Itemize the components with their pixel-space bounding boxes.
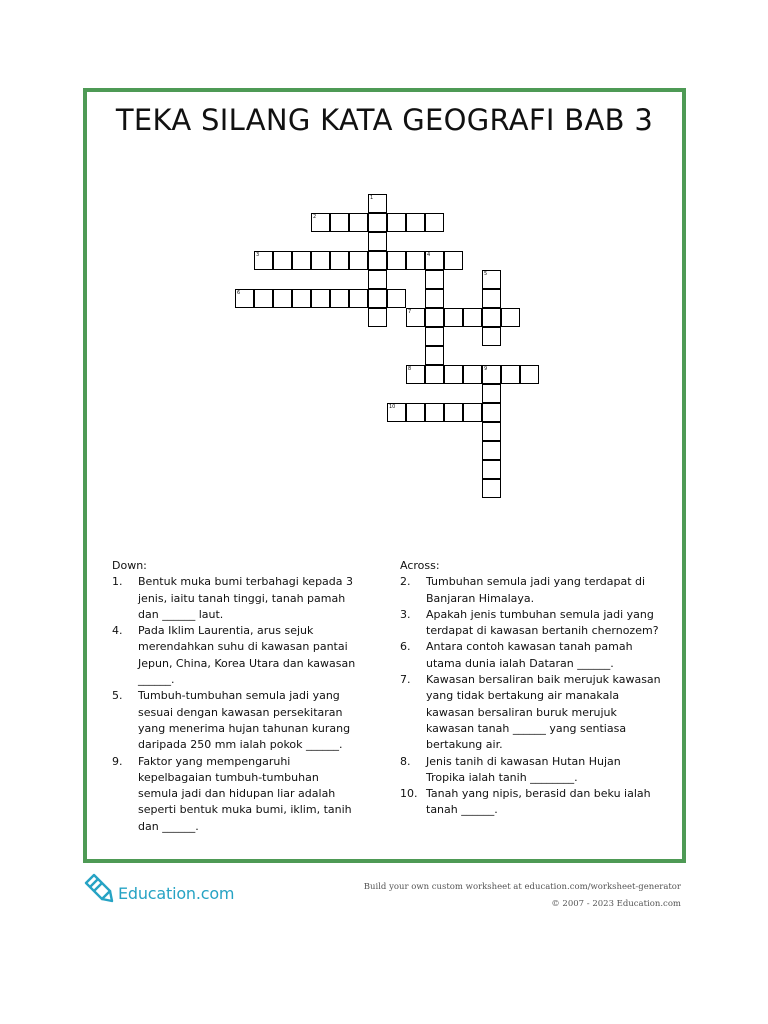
crossword-cell[interactable] [273, 289, 292, 308]
clue-number: 9. [112, 754, 123, 768]
across-clues [400, 558, 662, 819]
crossword-cell[interactable] [482, 479, 501, 498]
crossword-cell[interactable] [368, 270, 387, 289]
across-clue [400, 786, 662, 819]
crossword-cell[interactable] [292, 251, 311, 270]
clue-number-label: 5 [484, 271, 488, 277]
brand-name: Education.com [118, 884, 235, 903]
clue-number-label: 2 [313, 214, 317, 220]
clue-text: Pada Iklim Laurentia, arus sejuk merendahkan suhu di kawasan pantai Jepun, China, Korea Utara dan kawasan ______. [138, 624, 356, 687]
crossword-cell[interactable] [349, 213, 368, 232]
worksheet-title: TEKA SILANG KATA GEOGRAFI BAB 3 [115, 103, 654, 137]
crossword-cell[interactable] [463, 365, 482, 384]
crossword-cell[interactable] [406, 251, 425, 270]
crossword-cell[interactable] [368, 232, 387, 251]
crossword-cell[interactable] [520, 365, 539, 384]
footer-link-text: Build your own custom worksheet at education.com/worksheet-generator [363, 882, 681, 892]
clue-number: 2. [400, 575, 411, 589]
crossword-cell[interactable] [444, 403, 463, 422]
crossword-cell[interactable] [387, 213, 406, 232]
clue-number-label: 7 [408, 309, 412, 315]
crossword-cell[interactable] [330, 289, 349, 308]
clue-number-label: 10 [389, 404, 396, 410]
crossword-cell[interactable] [349, 289, 368, 308]
across-clue [400, 672, 662, 753]
crossword-cell[interactable] [482, 441, 501, 460]
clue-text: Tanah yang nipis, berasid dan beku ialah tanah ______. [426, 787, 651, 817]
across-clue [400, 639, 662, 672]
crossword-cell[interactable] [387, 289, 406, 308]
crossword-cell[interactable] [501, 365, 520, 384]
clue-number: 5. [112, 689, 123, 703]
clue-number: 1. [112, 575, 123, 589]
crossword-cell[interactable] [330, 251, 349, 270]
crossword-cell[interactable] [482, 384, 501, 403]
clue-number-label: 4 [427, 252, 431, 258]
crossword-cell[interactable] [406, 403, 425, 422]
clue-text: Jenis tanih di kawasan Hutan Hujan Tropika ialah tanih ________. [426, 754, 621, 784]
clue-number-label: 8 [408, 366, 412, 372]
clue-text: Apakah jenis tumbuhan semula jadi yang terdapat di kawasan bertanih chernozem? [426, 607, 659, 638]
crossword-cell[interactable] [330, 213, 349, 232]
across-clue [400, 607, 662, 640]
crossword-cell[interactable] [482, 403, 501, 422]
clue-number-label: 6 [237, 290, 241, 296]
clue-number: 3. [400, 607, 411, 621]
down-heading: Down: [112, 559, 147, 572]
pencil-logo-icon [82, 871, 116, 907]
down-clue [112, 623, 362, 688]
crossword-cell[interactable] [501, 308, 520, 327]
clue-text: Bentuk muka bumi terbahagi kepada 3 jenis, iaitu tanah tinggi, tanah pamah dan ______ laut. [138, 575, 354, 621]
clue-text: Tumbuhan semula jadi yang terdapat di Banjaran Himalaya. [426, 575, 646, 605]
clue-number: 6. [400, 640, 411, 654]
down-clue [112, 574, 362, 623]
crossword-cell[interactable] [444, 365, 463, 384]
crossword-cell[interactable] [425, 213, 444, 232]
crossword-grid [87, 92, 682, 532]
crossword-cell[interactable] [368, 308, 387, 327]
clue-number-label: 9 [484, 366, 488, 372]
crossword-cell[interactable] [368, 213, 387, 232]
crossword-cell[interactable] [273, 251, 292, 270]
crossword-cell[interactable] [482, 308, 501, 327]
clue-number-label: 1 [370, 195, 374, 201]
clue-text: Faktor yang mempengaruhi kepelbagaian tumbuh-tumbuhan semula jadi dan hidupan liar adalah seperti bentuk muka bumi, iklim, tanih dan ______. [138, 754, 352, 833]
crossword-cell[interactable] [292, 289, 311, 308]
clue-number: 7. [400, 673, 411, 687]
crossword-cell[interactable] [444, 308, 463, 327]
down-clue [112, 688, 362, 753]
crossword-cell[interactable] [311, 289, 330, 308]
clue-number: 4. [112, 624, 123, 638]
crossword-cell[interactable] [482, 289, 501, 308]
clue-number: 8. [400, 754, 411, 768]
across-clue [400, 754, 662, 787]
across-heading: Across: [400, 559, 440, 572]
crossword-cell[interactable] [349, 251, 368, 270]
clue-text: Kawasan bersaliran baik merujuk kawasan yang tidak bertakung air manakala kawasan bersaliran buruk merujuk kawasan tanah ______ yang sentiasa bertakung air. [426, 673, 661, 752]
copyright: © 2007 - 2023 Education.com [551, 899, 681, 909]
crossword-cell[interactable] [425, 289, 444, 308]
crossword-cell[interactable] [368, 251, 387, 270]
crossword-cell[interactable] [425, 403, 444, 422]
crossword-cell[interactable] [463, 308, 482, 327]
crossword-cell[interactable] [311, 251, 330, 270]
clue-text: Antara contoh kawasan tanah pamah utama dunia ialah Dataran ______. [426, 640, 633, 670]
education-logo[interactable] [82, 869, 252, 905]
crossword-cell[interactable] [254, 289, 273, 308]
clue-number: 10. [400, 787, 418, 801]
crossword-cell[interactable] [482, 327, 501, 346]
down-clues [112, 558, 362, 835]
crossword-cell[interactable] [444, 251, 463, 270]
crossword-cell[interactable] [482, 422, 501, 441]
crossword-cell[interactable] [387, 251, 406, 270]
clue-text: Tumbuh-tumbuhan semula jadi yang sesuai dengan kawasan persekitaran yang menerima hujan tahunan kurang daripada 250 mm ialah pokok ______. [138, 689, 351, 752]
down-clue [112, 754, 362, 835]
crossword-cell[interactable] [406, 213, 425, 232]
crossword-cell[interactable] [368, 289, 387, 308]
crossword-cell[interactable] [425, 346, 444, 365]
across-clue [400, 574, 662, 607]
crossword-cell[interactable] [425, 308, 444, 327]
crossword-cell[interactable] [425, 365, 444, 384]
crossword-cell[interactable] [463, 403, 482, 422]
crossword-cell[interactable] [425, 270, 444, 289]
crossword-cell[interactable] [425, 327, 444, 346]
worksheet-frame [83, 88, 686, 863]
clue-number-label: 3 [256, 252, 260, 258]
crossword-cell[interactable] [482, 460, 501, 479]
